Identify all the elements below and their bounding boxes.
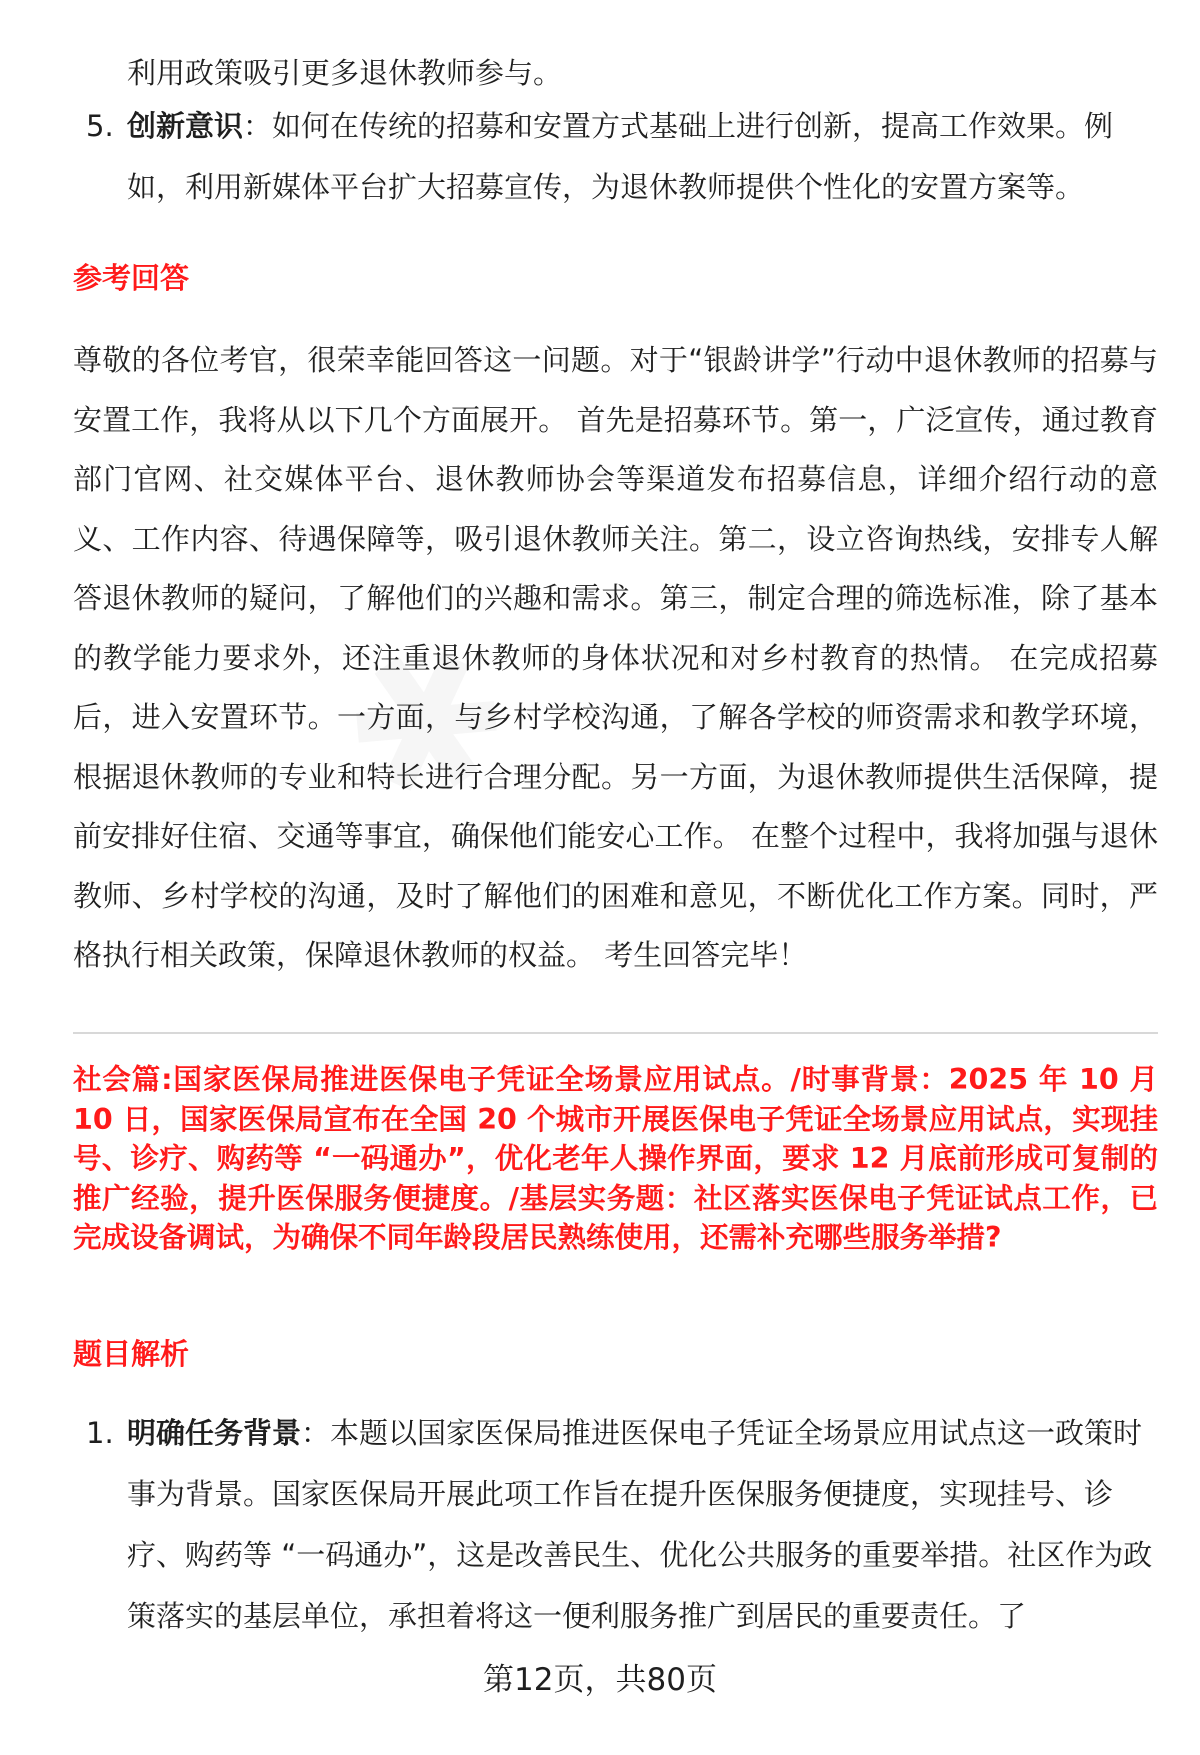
- page-footer: 第12页，共80页: [483, 1662, 717, 1698]
- list-number: 1.: [86, 1416, 114, 1450]
- list-body: [127, 1403, 1157, 1647]
- reference-answer: 尊敬的各位考官，很荣幸能回答这一问题。对于“银龄讲学”行动中退休教师的招募与安置工作，我将从以下几个方面展开。 首先是招募环节。第一，广泛宣传，通过教育部门官网、社交媒体平台、退休教师协会等渠道发布招募信息，详细介绍行动的意义、工作内容、待遇保障等，吸引退休教师关注。第二，设立咨询热线，安排专人解答退休教师的疑问，了解他们的兴趣和需求。第三，制定合理的筛选标准，除了基本的教学能力要求外，还注重退休教师的身体状况和对乡村教育的热情。 在完成招募后，进入安置环节。一方面，与乡村学校沟通，了解各学校的师资需求和教学环境，根据退休教师的专业和特长进行合理分配。另一方面，为退休教师提供生活保障，提前安排好住宿、交通等事宜，确保他们能安心工作。 在整个过程中，我将加强与退休教师、乡村学校的沟通，及时了解他们的困难和意见，不断优化工作方案。同时，严格执行相关政策，保障退休教师的权益。 考生回答完毕！: [73, 343, 1158, 972]
- list-item-5: [73, 96, 1158, 220]
- list-item-1: [73, 1403, 1158, 1651]
- list-text: ：如何在传统的招募和安置方式基础上进行创新，提高工作效果。例如，利用新媒体平台扩大招募宣传，为退休教师提供个性化的安置方案等。: [127, 109, 1114, 204]
- analysis-heading: 题目解析: [73, 1337, 190, 1371]
- list-term: 明确任务背景: [127, 1416, 302, 1450]
- list-number: 5.: [86, 109, 114, 143]
- intro-continuation: 利用政策吸引更多退休教师参与。: [127, 56, 563, 90]
- list-text: ：本题以国家医保局推进医保电子凭证全场景应用试点这一政策时事为背景。国家医保局开展此项工作旨在提升医保服务便捷度，实现挂号、诊疗、购药等 “一码通办”，这是改善民生、优化公共服务的重要举措。社区作为政策落实的基层单位，承担着将这一便利服务推广到居民的重要责任。了: [127, 1416, 1153, 1633]
- divider: [73, 1032, 1158, 1034]
- list-term: 创新意识: [127, 109, 244, 143]
- list-body: [127, 96, 1157, 218]
- reference-heading: 参考回答: [73, 261, 190, 295]
- question-text: 社会篇:国家医保局推进医保电子凭证全场景应用试点。/时事背景：2025 年 10 月 10 日，国家医保局宣布在全国 20 个城市开展医保电子凭证全场景应用试点，实现挂号、诊疗、购药等 “一码通办”，优化老年人操作界面，要求 12 月底前形成可复制的推广经验，提升医保服务便捷度。/基层实务题：社区落实医保电子凭证试点工作，已完成设备调试，为确保不同年龄段居民熟练使用，还需补充哪些服务举措?: [73, 1063, 1158, 1254]
